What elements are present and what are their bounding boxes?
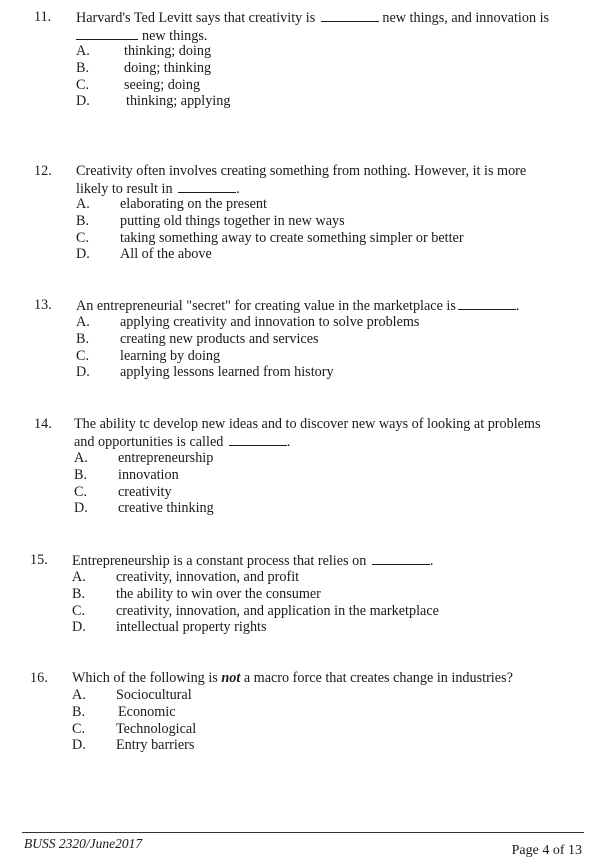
footer-divider (22, 832, 584, 833)
question-stem: An entrepreneurial "secret" for creating value in the marketplace is . (76, 298, 520, 314)
question-number: 12. (34, 163, 52, 179)
question-stem: Creativity often involves creating something from nothing. However, it is more likely to result in . (76, 163, 527, 197)
answer-blank (321, 9, 379, 22)
question-number: 11. (34, 9, 52, 25)
answer-blank (229, 433, 287, 446)
answer-blank (178, 180, 236, 193)
answer-blank (76, 27, 138, 40)
page-number: Page 4 of 13 (511, 843, 582, 858)
exam-page: 11. Harvard's Ted Levitt says that creativity is new things, and innovation is new things. A. thinking; doing B. doing; thinking C. seeing; doing D. thinking; applying 12. Creativity often involves creating something from nothing. However, it is more likely to result in . A. elaborating on the present B. putting old things together in new ways C. taking something away to create something simpler or better D. All of the above 13. An entrepreneurial "secret" for creating value in the marketplace is . A. applying creativity and innovation to solve problems B. creating new products and services C. learning by doing D. applying lessons learned from history 14. The ability tc develop new ideas and to discover new ways of looking at problems and opportunities is called . A. entrepreneurship B. innovation C. creativity D. creative thinking 15. Entrepreneurship is a constant process that relies on . A. creativity, innovation, and profit B. the ability to win over the consumer C. creativity, innovation, and application in the marketplace D. intellectual property rights 16. Which of the following is not a macro force that creates change in industries? A. Sociocultural B. Economic C. Technological D. Entry barriers BUSS 2320/June2017 Page 4 of 13 (24, 9, 582, 858)
answer-blank (458, 297, 516, 310)
question-number: 16. (30, 670, 48, 686)
question-stem: The ability tc develop new ideas and to discover new ways of looking at problems and opportunities is called . (74, 416, 541, 450)
emphasis-not: not (221, 670, 241, 686)
question-stem: Entrepreneurship is a constant process that relies on . (72, 553, 434, 569)
course-code: BUSS 2320/June2017 (24, 836, 143, 851)
question-number: 15. (30, 552, 48, 568)
question-number: 13. (34, 297, 52, 313)
question-stem: Harvard's Ted Levitt says that creativity is new things, and innovation is new things. (76, 10, 550, 44)
question-number: 14. (34, 416, 52, 432)
answer-blank (372, 552, 430, 565)
question-stem: Which of the following is not a macro force that creates change in industries? (72, 670, 513, 686)
